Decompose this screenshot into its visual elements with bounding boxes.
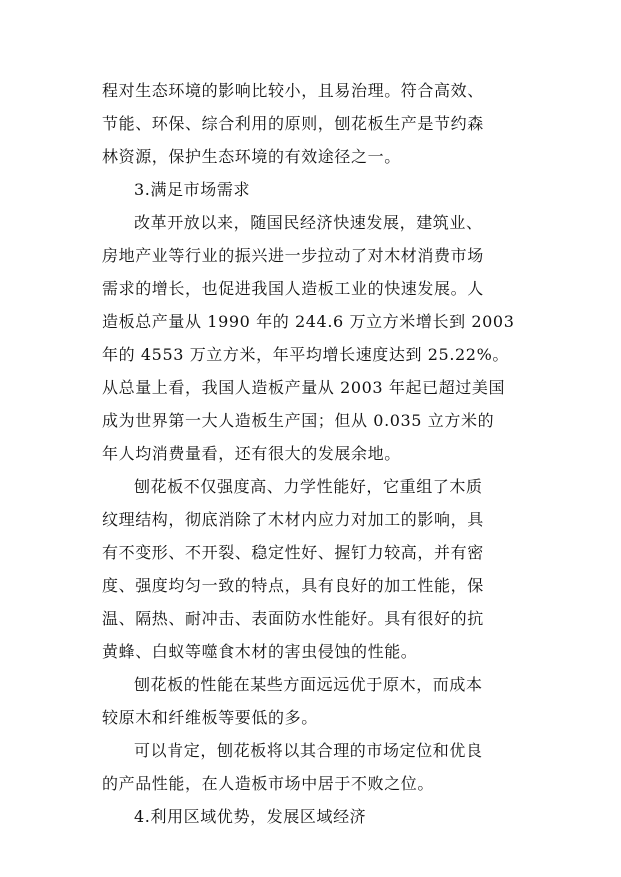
section-heading: 4.利用区域优势，发展区域经济 [134,807,367,826]
text-line: 较原木和纤维板等要低的多。 [102,708,318,727]
text-line: 纹理结构，彻底消除了木材内应力对加工的影响，具 [102,510,484,529]
text-line: 造板总产量从 1990 年的 244.6 万立方米增长到 2003 [102,312,515,331]
text-line: 刨花板不仅强度高、力学性能好，它重组了木质 [134,477,483,496]
text-line: 的产品性能，在人造板市场中居于不败之位。 [102,774,435,793]
text-line: 改革开放以来，随国民经济快速发展，建筑业、 [134,213,483,232]
text-line: 林资源，保护生态环境的有效途径之一。 [102,147,401,166]
text-line: 成为世界第一大人造板生产国；但从 0.035 立方米的 [102,411,495,430]
text-line: 房地产业等行业的振兴进一步拉动了对木材消费市场 [102,246,484,265]
text-line: 刨花板的性能在某些方面远远优于原木，而成本 [134,675,483,694]
text-line: 度、强度均匀一致的特点，具有良好的加工性能，保 [102,576,484,595]
text-line: 年的 4553 万立方米，年平均增长速度达到 25.22%。 [102,345,509,364]
text-line: 黄蜂、白蚁等噬食木材的害虫侵蚀的性能。 [102,642,418,661]
text-line: 温、隔热、耐冲击、表面防水性能好。具有很好的抗 [102,609,484,628]
text-line: 有不变形、不开裂、稳定性好、握钉力较高，并有密 [102,543,484,562]
text-line: 年人均消费量看，还有很大的发展余地。 [102,444,401,463]
text-line: 可以肯定，刨花板将以其合理的市场定位和优良 [134,741,483,760]
text-line: 节能、环保、综合利用的原则，刨花板生产是节约森 [102,114,484,133]
text-line: 需求的增长，也促进我国人造板工业的快速发展。人 [102,279,484,298]
text-line: 程对生态环境的影响比较小，且易治理。符合高效、 [102,81,484,100]
text-line: 从总量上看，我国人造板产量从 2003 年起已超过美国 [102,378,506,397]
section-heading: 3.满足市场需求 [134,180,251,199]
